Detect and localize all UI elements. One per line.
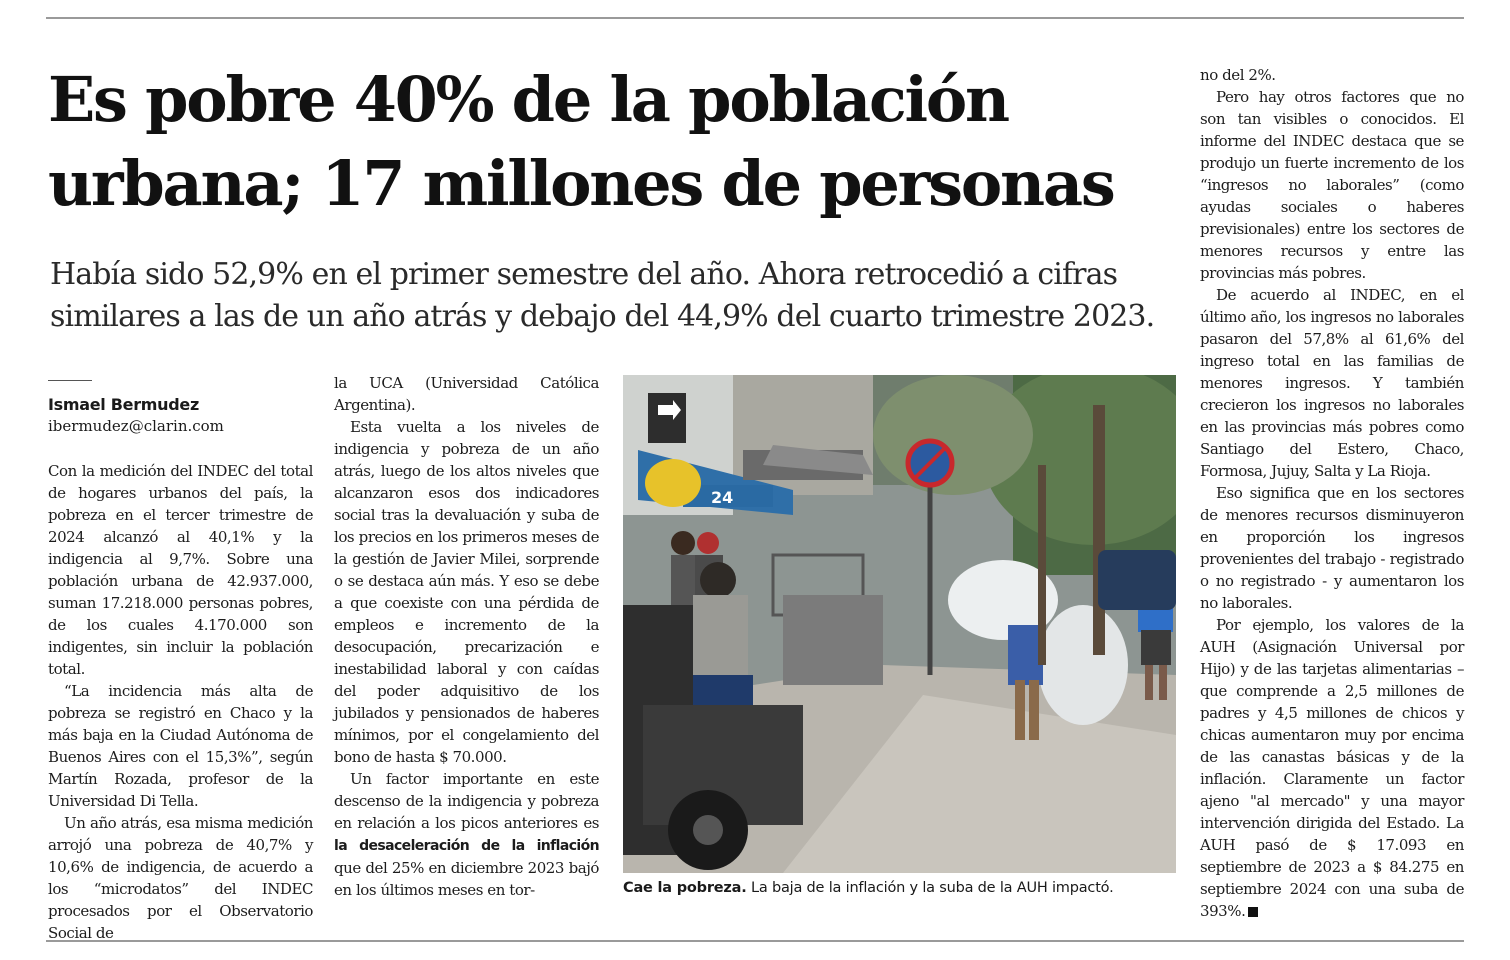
caption-lead: Cae la pobreza.	[623, 880, 747, 896]
paragraph-text: Un factor importante en este descenso de la indigencia y pobreza en relación a los picos anteriores es	[334, 770, 599, 832]
paragraph	[334, 768, 599, 901]
paragraph: Con la medición del INDEC del total de hogares urbanos del país, la pobreza en el tercer trimestre de 2024 alcanzó al 40,1% y la indigencia al 9,7%. Sobre una población urbana de 42.937.000, suman 17.218.000 personas pobres, de los cuales 4.170.000 son indigentes, sin incluir la población total.	[48, 462, 313, 678]
street-scene-illustration	[623, 375, 1176, 873]
article-column-1	[48, 460, 313, 944]
top-rule	[46, 17, 1464, 19]
paragraph-text: que del 25% en diciembre 2023 bajó en los últimos meses en tor-	[334, 859, 599, 899]
paragraph: Esta vuelta a los niveles de indigencia y pobreza de un año atrás, luego de los altos niveles que alcanzaron esos dos indicadores social tras la devaluación y suba de los precios en los primeros meses de la gestión de Javier Milei, sorprende o se destaca aún más. Y eso se debe a que coexiste con una pérdida de empleos e incremento de la desocupación, precarización e inestabilidad laboral y con caídas del poder adquisitivo de los jubilados y pensionados de haberes mínimos, por el congelamiento del bono de hasta $ 70.000.	[334, 418, 599, 766]
paragraph	[1200, 614, 1464, 922]
article-column-2	[334, 372, 599, 901]
news-photo	[623, 375, 1176, 873]
paragraph: la UCA (Universidad Católica Argentina).	[334, 374, 599, 414]
paragraph: De acuerdo al INDEC, en el último año, los ingresos no laborales pasaron del 57,8% al 61,6% del ingreso total en las familias de menores ingresos. Y también crecieron los ingresos no laborales en las provincias más pobres como Santiago del Estero, Chaco, Formosa, Jujuy, Salta y La Rioja.	[1200, 286, 1464, 480]
paragraph: Eso significa que en los sectores de menores recursos disminuyeron en proporción los ingresos provenientes del trabajo - registrado o no registrado - y aumentaron los no laborales.	[1200, 484, 1464, 612]
bottom-rule	[46, 940, 1464, 942]
paragraph-text: Por ejemplo, los valores de la AUH (Asignación Universal por Hijo) y de las tarjetas alimentarias – que comprende a 2,5 millones de padres y 4,5 millones de chicos y chicas aumentaron muy por encima de las canastas básicas y de la inflación. Claramente un factor ajeno "al mercado" y una mayor intervención dirigida del Estado. La AUH pasó de $ 17.093 en septiembre de 2023 a $ 84.275 en septiembre 2024 con una suba de 393%.	[1200, 616, 1464, 920]
byline-name: Ismael Bermudez	[48, 395, 199, 414]
paragraph: no del 2%.	[1200, 66, 1276, 84]
byline-rule	[48, 380, 92, 381]
emphasis-link[interactable]: la desaceleración de la inflación	[334, 838, 599, 854]
paragraph: “La incidencia más alta de pobreza se registró en Chaco y la más baja en la Ciudad Autónoma de Buenos Aires con el 15,3%”, según Martín Rozada, profesor de la Universidad Di Tella.	[48, 682, 313, 810]
deck-subtitle: Había sido 52,9% en el primer semestre del año. Ahora retrocedió a cifras similares a las de un año atrás y debajo del 44,9% del cuarto trimestre 2023.	[50, 257, 1155, 334]
caption-text: La baja de la inflación y la suba de la AUH impactó.	[746, 880, 1114, 896]
end-of-article-icon	[1248, 907, 1258, 917]
byline-email[interactable]: ibermudez@clarin.com	[48, 417, 224, 435]
photo-caption	[623, 880, 1183, 896]
awning-number: 24	[711, 488, 734, 507]
headline: Es pobre 40% de la población urbana; 17 millones de personas	[48, 63, 1114, 220]
paragraph: Un año atrás, esa misma medición arrojó una pobreza de 40,7% y 10,6% de indigencia, de acuerdo a los “microdatos” del INDEC procesados por el Observatorio Social de	[48, 814, 313, 942]
article-column-4	[1200, 64, 1464, 922]
paragraph: Pero hay otros factores que no son tan visibles o conocidos. El informe del INDEC destaca que se produjo un fuerte incremento de los “ingresos no laborales” (como ayudas sociales o haberes previsionales) entre los sectores de menores recursos y entre las provincias más pobres.	[1200, 88, 1464, 282]
